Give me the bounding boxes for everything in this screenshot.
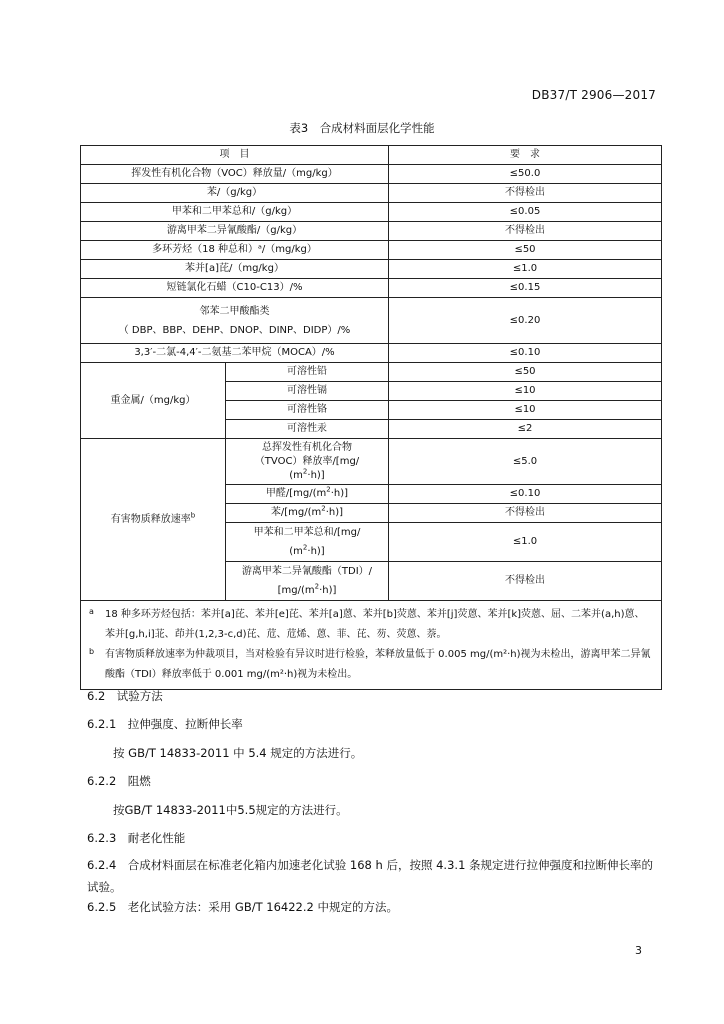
row-subitem: 可溶性镉 [226,382,389,401]
note-a-mark: a [89,607,94,616]
section-6-2-5-text: 6.2.5 老化试验方法：采用 GB/T 16422.2 中规定的方法。 [87,900,398,914]
row-requirement: ≤0.10 [389,344,662,363]
note-b [89,645,653,685]
table-row [81,260,662,279]
row-subitem: 可溶性汞 [226,420,389,439]
toluene-line-1: 甲苯和二甲苯总和/[mg/ [253,527,361,538]
row-requirement: ≤1.0 [389,260,662,279]
row-subitem: 可溶性铬 [226,401,389,420]
row-requirement: ≤10 [389,401,662,420]
table-notes-row [81,601,662,690]
table-row [81,165,662,184]
row-subitem: 甲醛$/[mg/(m^2\cdot h)]$ [226,485,389,504]
note-a-text: 18 种多环芳烃包括：苯并[a]芘、苯并[e]芘、苯并[a]蒽、苯并[b]荧蒽、苯并[j]荧蒽、苯并[k]荧蒽、屈、二苯并(a,h)蒽、苯并[g,h,i]苝、茚并(1,2,3-c,d)芘、苊、苊烯、蒽、菲、芘、芴、荧蒽、萘。 [105,609,645,640]
row-requirement: 不得检出 [389,562,662,601]
row-requirement: 不得检出 [389,184,662,203]
row-requirement: ≤1.0 [389,523,662,562]
section-6-2-3-heading: 6.2.3 耐老化性能 [87,831,186,845]
section-6-2-1-text: 按 GB/T 14833-2011 中 5.4 规定的方法进行。 [113,746,363,760]
heavy-metal-label: 重金属/（mg/kg） [81,363,226,439]
table-header-row [81,146,662,165]
section-6-2-heading: 6.2 试验方法 [87,689,163,703]
section-6-2-2-heading: 6.2.2 阻燃 [87,774,151,788]
row-item: 3,3′-二氯-4,4′-二氨基二苯甲烷（MOCA）/% [81,344,389,363]
row-subitem: 可溶性铅 [226,363,389,382]
phthalate-line-1: 邻苯二甲酸酯类 [199,305,270,317]
emission-label-note-mark: b [190,511,196,520]
note-b-mark: b [89,647,95,656]
emission-label [81,439,226,601]
row-subitem [226,523,389,562]
row-requirement: ≤50.0 [389,165,662,184]
row-subitem [226,562,389,601]
row-item: 甲苯和二甲苯总和/（g/kg） [81,203,389,222]
row-item: 游离甲苯二异氰酸酯/（g/kg） [81,222,389,241]
table-row [81,279,662,298]
tdi-line-2: $[mg/(m^2\cdot h)]$ [277,582,337,596]
note-b-text: 有害物质释放速率为仲裁项目，当对检验有异议时进行检验，苯释放量低于 0.005 mg/(m²·h)视为未检出，游离甲苯二异氰酸酯（TDI）释放率低于 0.001 mg/(m²·h)视为未检出。 [105,649,651,680]
toluene-line-2: $(m^2\cdot h)$] [289,543,325,557]
table-row-phthalate [81,298,662,344]
section-6-2-1-heading: 6.2.1 拉伸强度、拉断伸长率 [87,717,243,731]
row-requirement: ≤5.0 [389,439,662,485]
table-row [81,203,662,222]
header-item: 项 目 [81,146,389,165]
table-row-moca [81,344,662,363]
row-item: 苯/（g/kg） [81,184,389,203]
row-requirement: 不得检出 [389,222,662,241]
table-row [81,222,662,241]
table-row [81,241,662,260]
row-requirement: 不得检出 [389,504,662,523]
table-notes [81,601,662,690]
row-item: 苯并[a]芘/（mg/kg） [81,260,389,279]
row-item [81,298,389,344]
tvoc-line-1: 总挥发性有机化合物 [262,441,352,453]
row-requirement: ≤0.15 [389,279,662,298]
row-requirement: ≤10 [389,382,662,401]
row-requirement: ≤0.10 [389,485,662,504]
row-item: 多环芳烃（18 种总和）ᵃ/（mg/kg） [81,241,389,260]
table-row-emission-tvoc [81,439,662,485]
note-a [89,605,653,645]
page-number: 3 [635,944,642,957]
tvoc-line-2: （TVOC）释放率/[mg/ [254,455,360,467]
row-requirement: ≤50 [389,241,662,260]
row-requirement: ≤50 [389,363,662,382]
tdi-line-1: 游离甲苯二异氰酸酯（TDI）/ [241,566,373,577]
table-row [81,184,662,203]
chemical-properties-table [80,145,662,690]
row-requirement: ≤0.05 [389,203,662,222]
row-subitem: 苯$/[mg/(m^2\cdot h)]$ [226,504,389,523]
row-subitem [226,439,389,485]
row-item: 短链氯化石蜡（C10-C13）/% [81,279,389,298]
section-6-2-2-text: 按GB/T 14833-2011中5.5规定的方法进行。 [113,803,348,817]
row-requirement: ≤2 [389,420,662,439]
emission-label-text: 有害物质释放速率 [110,513,191,525]
tvoc-line-3: $(m^2\cdot h)$] [289,467,325,481]
row-item: 挥发性有机化合物（VOC）释放量/（mg/kg） [81,165,389,184]
table-caption: 表3 合成材料面层化学性能 [289,121,435,135]
table-row-heavy-metal [81,363,662,382]
section-6-2-4-text: 6.2.4 合成材料面层在标准老化箱内加速老化试验 168 h 后，按照 4.3.1 条规定进行拉伸强度和拉断伸长率的试验。 [87,858,654,894]
row-requirement: ≤0.20 [389,298,662,344]
phthalate-line-2: （ DBP、BBP、DEHP、DNOP、DINP、DIDP）/% [118,324,351,336]
document-code: DB37/T 2906—2017 [531,88,656,102]
header-requirement: 要 求 [389,146,662,165]
